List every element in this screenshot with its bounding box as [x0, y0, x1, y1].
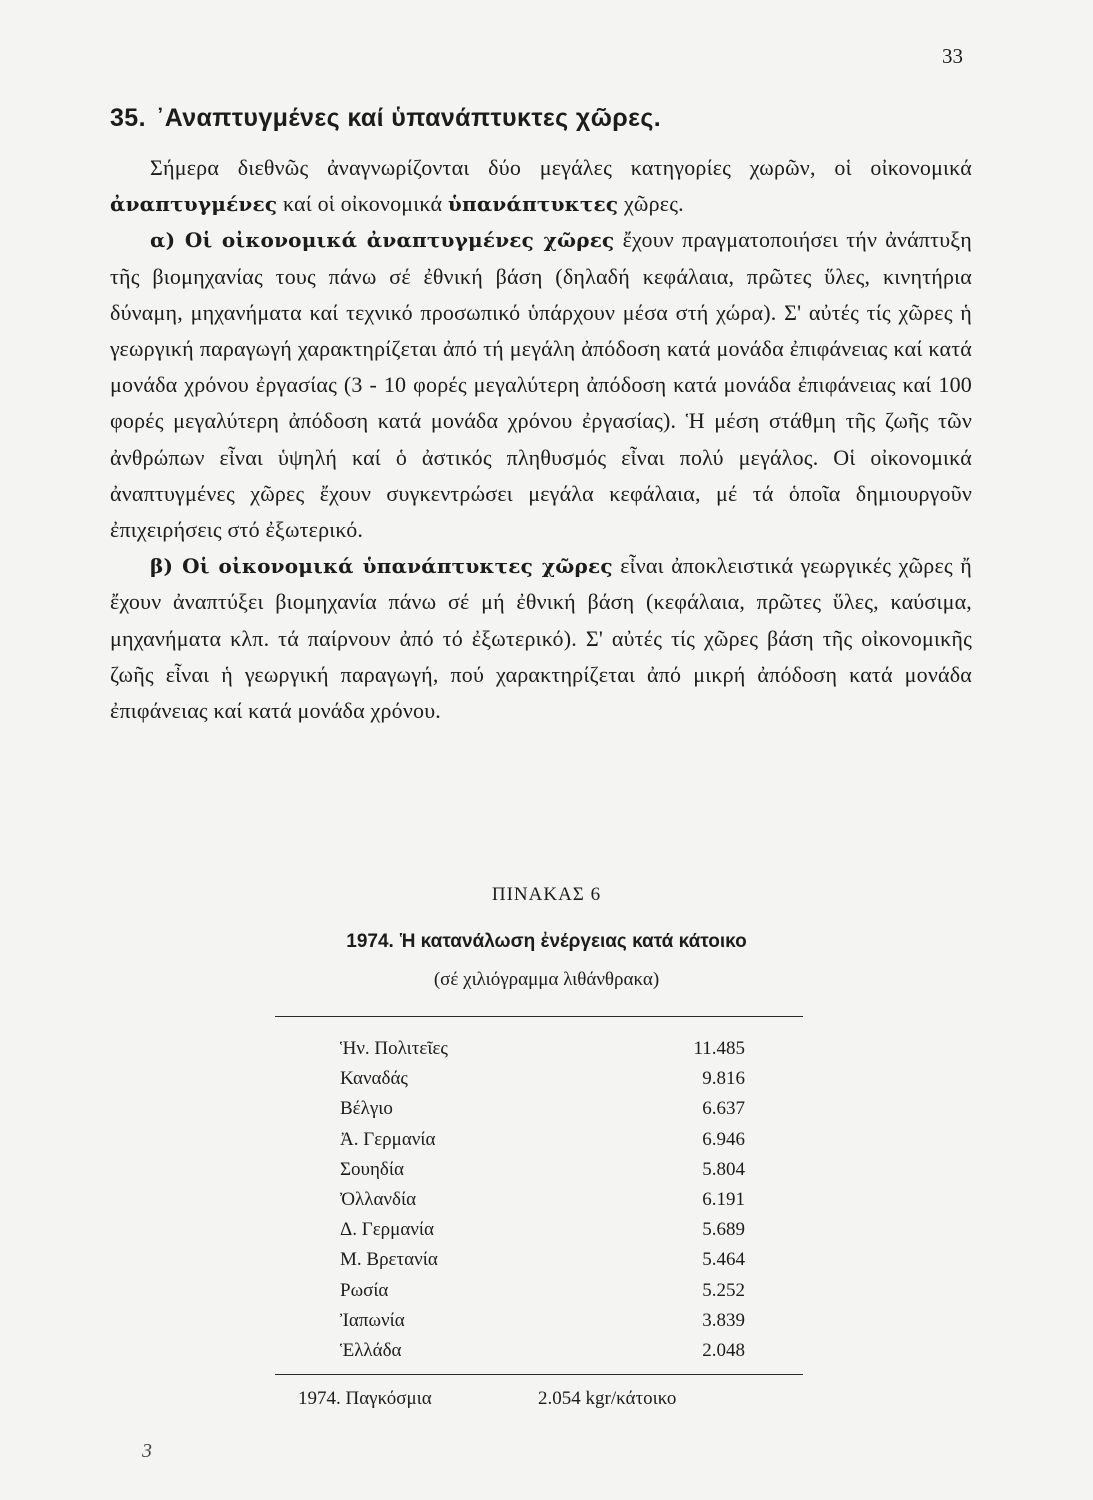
page-number: 33: [942, 44, 963, 68]
section-title: ᾿Αναπτυγμένες καί ὑπανάπτυκτες χῶρες.: [155, 104, 662, 132]
value-cell: 5.689: [702, 1219, 745, 1241]
paragraph-intro: [110, 150, 972, 222]
intro-text: Σήμερα διεθνῶς ἀναγνωρίζονται δύο μεγάλες κατηγορίες χωρῶν, οἱ οἰκονομικά: [150, 155, 972, 180]
table-bottom-rule: [275, 1374, 803, 1375]
developed-text: ἔχουν πραγματοποιήσει τήν ἀνάπτυξη τῆς βιομηχανίας τους πάνω σέ ἐθνική βάση (δηλαδή κεφάλαια, πρῶτες ὕλες, κινητήρια δύναμη, μηχανήματα καί τεχνικό προσωπικό ὑπάρχουν μέσα στή χώρα). Σ' αὐτές τίς χῶρες ἡ γεωργική παραγωγή χαρακτηρίζεται ἀπό τή μεγάλη ἀπόδοση κατά μονάδα ἐπιφάνειας καί κατά μονάδα χρόνου ἐργασίας (3 - 10 φορές μεγαλύτερη ἀπόδοση κατά μονάδα ἐπιφάνειας καί 100 φορές μεγαλύτερη ἀπόδοση κατά μονάδα χρόνου ἐργασίας). Ἡ μέση στάθμη τῆς ζωῆς τῶν ἀνθρώπων εἶναι ὑψηλή καί ὁ ἀστικός πληθυσμός εἶναι πολύ μεγάλος. Οἱ οἰκονομικά ἀναπτυγμένες χῶρες ἔχουν συγκεντρώσει μεγάλα κεφάλαια, μέ τά ὁποῖα δημιουργοῦν ἐπιχειρήσεις στό ἐξωτερικό.: [110, 227, 972, 543]
value-cell: 5.464: [702, 1249, 745, 1271]
table-row: [340, 1094, 745, 1124]
underdeveloped-lead: β) Οἱ οἰκονομικά ὑπανάπτυκτες χῶρες: [150, 554, 613, 579]
table-row: [340, 1034, 745, 1064]
footer-value: 2.054 kgr/κάτοικο: [538, 1388, 677, 1409]
intro-term-developed: ἀναπτυγμένες: [110, 192, 278, 217]
country-cell: Ἀ. Γερμανία: [340, 1128, 436, 1150]
table-top-rule: [275, 1016, 803, 1017]
value-cell: 5.804: [702, 1158, 745, 1180]
value-cell: 6.637: [702, 1098, 745, 1120]
country-cell: Βέλγιο: [340, 1098, 393, 1120]
value-cell: 5.252: [702, 1279, 745, 1301]
table-row: [340, 1276, 745, 1306]
energy-table: [340, 1034, 745, 1366]
table-title-text: Ἡ κατανάλωση ἐνέργειας κατά κάτοικο: [399, 931, 747, 952]
margin-mark: 3: [142, 1440, 152, 1462]
country-cell: Ἑλλάδα: [340, 1339, 402, 1361]
section-heading: [110, 104, 661, 133]
table-title: [0, 931, 1093, 953]
table-subtitle: (σέ χιλιόγραμμα λιθάνθρακα): [433, 969, 660, 990]
table-number: ΠΙΝΑΚΑΣ 6: [491, 884, 602, 905]
intro-text-mid: καί οἱ οἰκονομικά: [277, 191, 448, 217]
country-cell: Ὀλλανδία: [340, 1189, 417, 1211]
country-cell: Καναδάς: [340, 1068, 408, 1090]
paragraph-underdeveloped: [110, 548, 972, 729]
value-cell: 3.839: [702, 1309, 745, 1331]
table-footer: [298, 1388, 758, 1410]
table-row: [340, 1336, 745, 1366]
table-row: [340, 1155, 745, 1185]
paragraph-developed: [110, 222, 972, 548]
country-cell: Σουηδία: [340, 1158, 404, 1180]
country-cell: Δ. Γερμανία: [340, 1219, 434, 1241]
country-cell: Ρωσία: [340, 1279, 389, 1301]
table-row: [340, 1306, 745, 1336]
developed-lead: α) Οἱ οἰκονομικά ἀναπτυγμένες χῶρες: [150, 228, 615, 253]
value-cell: 6.946: [702, 1128, 745, 1150]
value-cell: 11.485: [693, 1038, 745, 1060]
table-row: [340, 1064, 745, 1094]
table-year: 1974.: [346, 931, 394, 952]
table-row: [340, 1125, 745, 1155]
country-cell: Ἰαπωνία: [340, 1309, 405, 1331]
value-cell: 6.191: [702, 1189, 745, 1211]
table-row: [340, 1245, 745, 1275]
body-text: [110, 150, 972, 729]
intro-text-end: χῶρες.: [618, 191, 684, 217]
underdeveloped-text: εἶναι ἀποκλειστικά γεωργικές χῶρες ἤ ἔχουν ἀναπτύξει βιομηχανία πάνω σέ μή ἐθνική βάση (κεφάλαια, πρῶτες ὕλες, καύσιμα, μηχανήματα κλπ. τά παίρνουν ἀπό τό ἐξωτερικό). Σ' αὐτές τίς χῶρες βάση τῆς οἰκονομικῆς ζωῆς εἶναι ἡ γεωργική παραγωγή, πού χαρακτηρίζεται ἀπό μικρή ἀπόδοση κατά μονάδα ἐπιφάνειας καί κατά μονάδα χρόνου.: [110, 553, 972, 724]
value-cell: 2.048: [702, 1339, 745, 1361]
table-row: [340, 1185, 745, 1215]
footer-label: 1974. Παγκόσμια: [298, 1388, 432, 1409]
country-cell: Ἡν. Πολιτεῖες: [340, 1038, 448, 1060]
country-cell: Μ. Βρετανία: [340, 1249, 438, 1271]
value-cell: 9.816: [702, 1068, 745, 1090]
table-row: [340, 1215, 745, 1245]
section-number: 35.: [110, 104, 146, 132]
intro-term-underdeveloped: ὑπανάπτυκτες: [447, 192, 619, 217]
